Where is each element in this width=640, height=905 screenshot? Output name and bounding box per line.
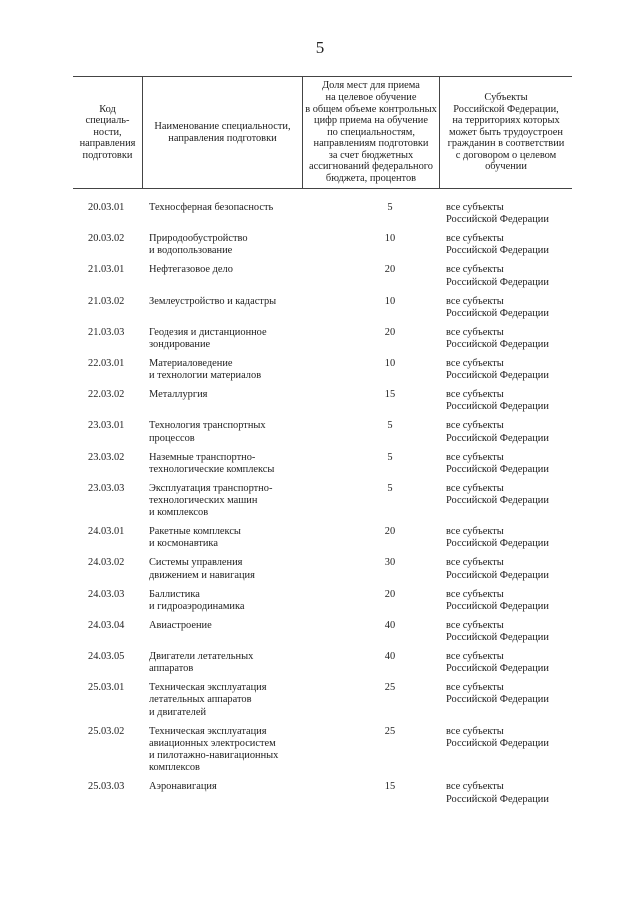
table-row: [73, 726, 572, 782]
cell-name: Системы управления движением и навигация: [149, 557, 255, 581]
cell-name: Материаловедение и технологии материалов: [149, 357, 262, 382]
cell-share: 5: [387, 202, 393, 213]
cell-share: 20: [384, 326, 396, 338]
cell-code: 24.03.01: [88, 526, 125, 538]
cell-subjects: все субъекты Российской Федерации: [446, 725, 549, 749]
cell-share: 15: [384, 781, 396, 793]
cell-code: 22.03.01: [88, 357, 125, 369]
cell-share: 5: [387, 482, 393, 494]
table-row: [73, 358, 572, 389]
cell-share: 5: [387, 451, 393, 463]
cell-name: Техническая эксплуатация авиационных электросистем и пилотажно-навигационных комплексов: [149, 725, 279, 774]
cell-code: 21.03.02: [88, 295, 125, 307]
cell-subjects: все субъекты Российской Федерации: [446, 682, 549, 706]
table-row: [73, 233, 572, 264]
cell-name: Эксплуатация транспортно- технологических машин и комплексов: [149, 482, 273, 519]
header-code: Код специаль- ности, направления подготовки: [73, 77, 143, 188]
cell-code: 24.03.04: [88, 619, 125, 631]
cell-name: Ракетные комплексы и космонавтика: [149, 526, 241, 550]
table-row: [73, 620, 572, 651]
table-row: [73, 296, 572, 327]
cell-subjects: все субъекты Российской Федерации: [446, 588, 549, 612]
cell-share: 10: [384, 295, 396, 307]
cell-subjects: все субъекты Российской Федерации: [446, 482, 549, 506]
cell-subjects: все субъекты Российской Федерации: [446, 557, 549, 581]
table-row: [73, 452, 572, 483]
cell-name: Двигатели летательных аппаратов: [149, 650, 254, 675]
cell-name: Авиастроение: [149, 619, 212, 631]
table-row: [73, 557, 572, 588]
cell-name: Землеустройство и кадастры: [149, 295, 277, 307]
table-row: [73, 202, 572, 233]
table-row: [73, 264, 572, 295]
header-name: Наименование специальности, направления подготовки: [143, 77, 303, 188]
table-header: [73, 76, 572, 189]
cell-share: 25: [384, 682, 396, 694]
cell-share: 20: [384, 588, 396, 600]
cell-name: Техническая эксплуатация летательных аппаратов и двигателей: [149, 682, 267, 718]
cell-subjects: все субъекты Российской Федерации: [446, 619, 549, 644]
cell-code: 24.03.05: [88, 650, 125, 662]
table-row: [73, 682, 572, 725]
cell-subjects: все субъекты Российской Федерации: [446, 526, 549, 550]
cell-subjects: все субъекты Российской Федерации: [446, 202, 549, 226]
cell-code: 23.03.02: [88, 451, 125, 463]
cell-code: 20.03.02: [88, 233, 125, 245]
cell-subjects: все субъекты Российской Федерации: [446, 451, 549, 475]
cell-subjects: все субъекты Российской Федерации: [446, 420, 549, 444]
table-row: [73, 420, 572, 451]
cell-share: 15: [384, 389, 396, 401]
cell-code: 24.03.02: [88, 557, 125, 569]
cell-share: 30: [384, 557, 396, 569]
header-share: Доля мест для приема на целевое обучение в общем объеме контрольных цифр приема на обучение по специальностям, направлениям подготовки за счет бюджетных ассигнований федерального бюджета, процентов: [303, 77, 440, 188]
table-row: [73, 327, 572, 358]
cell-code: 25.03.01: [88, 682, 125, 694]
cell-subjects: все субъекты Российской Федерации: [446, 264, 549, 288]
cell-name: Технология транспортных процессов: [149, 420, 266, 444]
cell-subjects: все субъекты Российской Федерации: [446, 295, 549, 319]
table-body: [73, 202, 572, 813]
cell-subjects: все субъекты Российской Федерации: [446, 326, 549, 351]
cell-name: Наземные транспортно- технологические комплексы: [149, 451, 275, 475]
cell-name: Техносферная безопасность: [149, 202, 274, 213]
cell-code: 21.03.01: [88, 264, 125, 276]
page-number: 5: [315, 38, 325, 57]
cell-subjects: все субъекты Российской Федерации: [446, 233, 549, 257]
table-row: [73, 526, 572, 557]
table-row: [73, 589, 572, 620]
cell-share: 20: [384, 264, 396, 276]
cell-share: 20: [384, 526, 396, 538]
cell-name: Природообустройство и водопользование: [149, 233, 248, 257]
cell-subjects: все субъекты Российской Федерации: [446, 781, 549, 805]
cell-share: 10: [384, 357, 396, 369]
cell-code: 25.03.02: [88, 725, 125, 737]
table-row: [73, 651, 572, 682]
cell-name: Нефтегазовое дело: [149, 264, 233, 276]
cell-code: 20.03.01: [88, 202, 125, 213]
table-row: [73, 389, 572, 420]
cell-code: 21.03.03: [88, 326, 125, 338]
cell-share: 10: [384, 233, 396, 245]
cell-name: Аэронавигация: [149, 781, 217, 793]
cell-name: Металлургия: [149, 389, 208, 401]
cell-code: 23.03.01: [88, 420, 125, 432]
cell-code: 25.03.03: [88, 781, 125, 793]
cell-share: 40: [384, 650, 396, 662]
cell-share: 5: [387, 420, 393, 432]
cell-subjects: все субъекты Российской Федерации: [446, 650, 549, 675]
table-row: [73, 483, 572, 526]
cell-share: 40: [384, 619, 396, 631]
cell-code: 22.03.02: [88, 389, 125, 401]
cell-subjects: все субъекты Российской Федерации: [446, 357, 549, 382]
cell-subjects: все субъекты Российской Федерации: [446, 389, 549, 413]
cell-name: Баллистика и гидроаэродинамика: [149, 588, 245, 612]
cell-share: 25: [384, 725, 396, 737]
table-row: [73, 781, 572, 812]
cell-name: Геодезия и дистанционное зондирование: [149, 326, 267, 351]
header-subjects: Субъекты Российской Федерации, на территориях которых может быть трудоустроен гражданин в соответствии с договором о целевом обучении: [447, 91, 565, 173]
cell-code: 23.03.03: [88, 482, 125, 494]
cell-code: 24.03.03: [88, 588, 125, 600]
